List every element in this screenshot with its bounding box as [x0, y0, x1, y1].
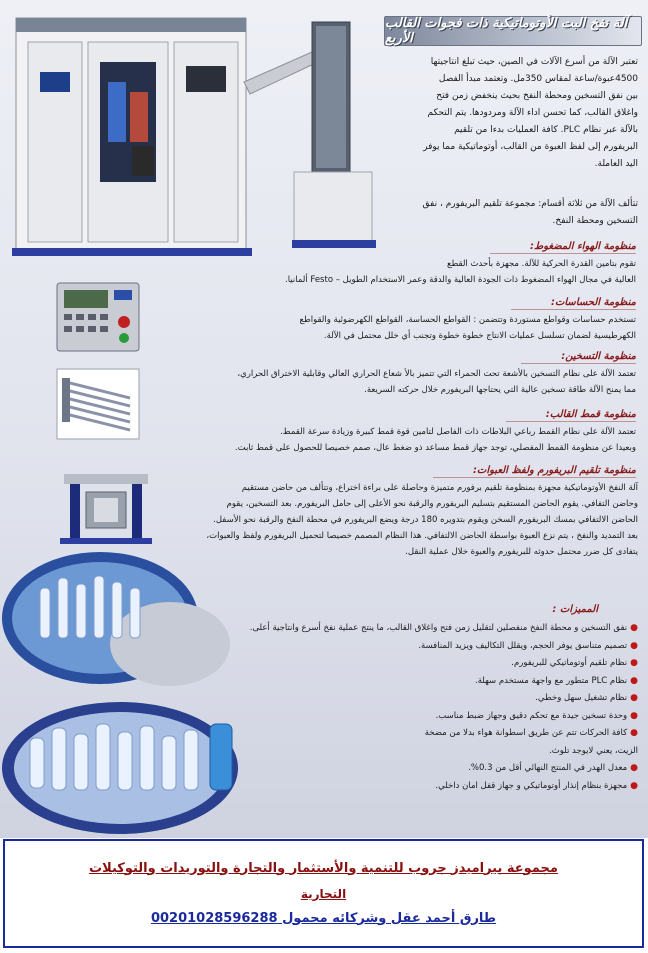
bullet-icon: ● — [630, 710, 638, 721]
control-panel-image — [56, 282, 140, 352]
parts-line: تتألف الآلة من ثلاثة أقسام: مجموعة تلقيم البريفورم ، نفق — [422, 199, 638, 209]
feature-item: ●معدل الهدر في المنتج النهائي أقل من 0.3%. — [468, 763, 638, 773]
section-line: وحاضن التفافي. يقوم الحاضن المستقيم بتسليم البريفورم والرقبة نحو الأعلى إلى حامل البريفورم. بعد التسخين، يقوم — [226, 499, 638, 509]
feature-item: ●نظام تلقيم أوتوماتيكي للبريفورم. — [511, 658, 638, 668]
feature-item: ●مجهزة بنظام إنذار أوتوماتيكي و جهاز قفل امان داخلي. — [435, 780, 638, 791]
bullet-icon: ● — [630, 658, 638, 668]
feature-item: ●كافة الحركات تتم عن طريق اسطوانة هواء بدلا من مضخة — [424, 728, 638, 738]
feature-item: ●نظام PLC متطور مع واجهة مستخدم سهلة. — [475, 675, 638, 686]
bullet-icon: ● — [630, 780, 638, 791]
features-heading: المميزات : — [552, 604, 598, 615]
section-line: مما يمنح الآلة طاقة تسخين عالية التي يحتاجها البريفورم خلال حركته السريعة. — [364, 385, 636, 395]
plastic-bottles-image — [0, 548, 240, 838]
section-heading: منظومة تلقيم البريفورم ولفظ العبوات: — [433, 464, 636, 478]
bullet-icon: ● — [630, 763, 638, 773]
intro-line: البريفورم إلى لفظ العبوة من القالب، أوتوماتيكية مما يوفر — [423, 142, 638, 152]
section-body — [237, 366, 636, 398]
section-line: العالية في مجال الهواء المضغوط ذات الجودة العالية والدقة وعمر الاستخدام الطويل – Festo ألمانيا. — [285, 275, 636, 285]
blow-molding-machine-image — [12, 12, 382, 262]
section-body — [285, 256, 636, 288]
company-footer — [3, 839, 644, 948]
section-line: آلة النفخ الأوتوماتيكية مجهزة بمنظومة تلقيم برفورم متميزة وحاصلة على براءة اختراع، وتتألف من حاضن مستقيم — [241, 483, 638, 493]
intro-paragraph — [386, 54, 638, 173]
bullet-icon: ● — [630, 693, 638, 703]
company-name-line2: التجارية — [300, 886, 347, 901]
section-line: تعتمد الآلة على نظام التسخين بالأشعة تحت الحمراء التي تتميز بالأ شعاع الحراري العالي وقابلية الاختراق الحراري، — [237, 369, 636, 379]
features-list — [249, 620, 638, 795]
section-body — [235, 424, 636, 456]
intro-line: بين نفق التسخين ومحطة النفخ بحيث ينخفض زمن فتح — [436, 91, 638, 101]
section-line: بعد التمديد والنفخ ، يتم نزع العبوة بواسطة الحاضن الالتفافي. هذا النظام المصمم خصيصا لتحميل البريفورم ولفظ والعبوات، — [206, 531, 638, 541]
title-banner — [384, 16, 642, 46]
intro-line: واغلاق القالب، كما تحسن اداء الآلة ومردودها. يتم التحكم — [427, 108, 638, 118]
section-line: تستخدم حساسات وقواطع مستوردة وتتضمن : القواطع الحساسة، القواطع الكهرضوئية والقواطع — [299, 315, 636, 325]
parts-paragraph — [386, 196, 638, 230]
contact-line: طارق أحمد عقل وشركائه محمول 00201028596288 — [150, 910, 497, 926]
section-body — [168, 480, 638, 560]
parts-line: التسخين ومحطة النفخ. — [552, 216, 638, 226]
section-heading: منظومة التسخين: — [521, 350, 636, 364]
section-line: تقوم بتامين القدرة الحركية للآلة. مجهزة بأحدث القطع — [447, 259, 636, 269]
section-line: وبعيدا عن منظومة القمط المفصلي، توجد جهاز قمط مساعد ذو ضغط عال، صمم خصيصا للحصول على قمط ثابت. — [234, 443, 636, 453]
bullet-icon: ● — [630, 623, 638, 633]
section-heading: منظومة الحساسات: — [511, 296, 636, 310]
bullet-icon: ● — [630, 640, 638, 651]
section-heading: منظومة الهواء المضغوط: — [490, 240, 636, 254]
intro-line: تعتبر الآلة من أسرع الآلات في الصين، حيث تبلغ انتاجيتها — [430, 57, 638, 67]
feature-item: ●وحدة تسخين جيدة مع تحكم دقيق وجهاز ضبط مناسب. — [435, 710, 638, 721]
section-line: يتفادى كل ضرر محتمل حدوثه للبريفورم والعبوة خلال عملية النقل. — [405, 547, 638, 557]
infrared-heater-image — [56, 368, 140, 440]
page-title: آلة نفخ البت الأوتوماتيكية ذات فجوات القالب الأربع — [385, 16, 628, 46]
feature-item: ●نظام تشغيل سهل وخطي. — [535, 693, 638, 703]
feature-item: ●تصميم متناسق يوفر الحجم، ويقلل التكاليف ويزيد المنافسة. — [418, 640, 638, 651]
feature-item-continued: الزيت، يعني لايوجد تلوث. — [549, 745, 638, 756]
bullet-icon: ● — [630, 728, 638, 738]
bullet-icon: ● — [630, 675, 638, 686]
section-line: تعتمد الآلة على نظام القمط رباعي البلاطات ذات الفاصل لتامين قوة قمط كبيرة وزيادة سرعة القمط. — [280, 427, 636, 437]
section-line: الكهرطيسية لضمان تسلسل عمليات الانتاج خطوة خطوة وتجنب أي خلل محتمل في الآلة. — [323, 331, 636, 341]
intro-line: 4500عبوة/ساعة لمقاس 350مل. وتعتمد مبدأ الفصل — [438, 74, 638, 84]
section-heading: منظومة قمط القالب: — [506, 408, 636, 422]
intro-line: بالآلة عبر نظام PLC. كافة العمليات بدءا من تلقيم — [454, 125, 638, 135]
feature-item: ●نفق التسخين و محطة النفخ منفصلين لتقليل زمن فتح واغلاق القالب، ما ينتج عملية نفخ أسرع وانتاجية أعلى. — [249, 623, 638, 633]
section-line: الحاضن الالتفافي بمسك البريفورم السخن ويقوم بتدويره 180 درجة ويضع البريفورم في محطة النفخ والرقبة نحو الأسفل. — [213, 515, 638, 525]
intro-line: اليد العاملة. — [594, 159, 638, 169]
section-body — [299, 312, 636, 344]
company-name-line1: مجموعة بيراميدز جروب للتنمية والأستثمار والتجارة والتوريدات والتوكيلات — [89, 860, 558, 876]
mold-clamp-image — [56, 468, 156, 548]
